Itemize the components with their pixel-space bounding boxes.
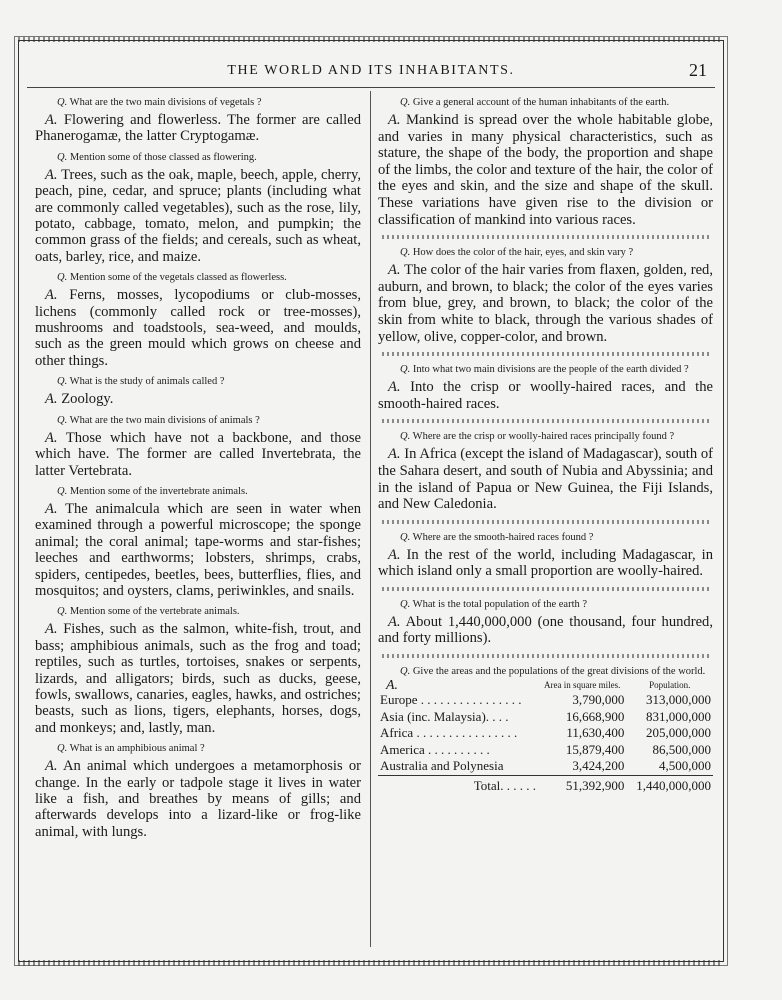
answer: A. The color of the hair varies from flaxen, golden, red, auburn, and brown, to black; the color of the eyes varies from blue, grey, and brown, to black; the color of the skin from white to black, through the various shades of yellow, olive, copper-color, and brown. <box>378 262 713 345</box>
header-rule <box>27 87 715 88</box>
population-value: 4,500,000 <box>659 758 711 774</box>
division-name: Asia (inc. Malaysia). . . . <box>380 708 509 724</box>
qa-block <box>378 247 713 345</box>
answer: A. Flowering and flowerless. The former are called Phanerogamæ, the latter Cryptogamæ. <box>35 112 361 145</box>
answer: A. Those which have not a backbone, and those which have. The former are called Invertebrata, the latter Vertebrata. <box>35 429 361 479</box>
answer: A. Fishes, such as the salmon, white-fish, trout, and bass; amphibious animals, such as the frog and toad; reptiles, such as turtles, tortoises, snakes or serpents, lizards, and alligators; birds, such as ducks, geese, fowls, swallows, canaries, eagles, hawks, and ostriches; beasts, such as lions, tigers, elephants, horses, dogs, and monkeys; and, lastly, man. <box>35 621 361 736</box>
table-row <box>378 692 713 709</box>
column-divider <box>370 91 371 947</box>
table-row <box>378 742 713 759</box>
answer: A. About 1,440,000,000 (one thousand, four hundred, and forty millions). <box>378 613 714 647</box>
question: Q. Where are the smooth-haired races found ? <box>400 531 594 543</box>
bottom-border-ornament <box>18 960 722 966</box>
answer: A. In Africa (except the island of Madagascar), south of the Sahara desert, and south of Nubia and Abyssinia; and in the island of Papua or New Guinea, the Fiji Islands, and New Caledonia. <box>378 446 713 513</box>
right-column <box>378 97 713 794</box>
area-value: 11,630,400 <box>566 725 625 741</box>
question: Q. What are the two main divisions of vegetals ? <box>57 97 262 108</box>
qa-block <box>35 606 361 736</box>
question: Q. What is the total population of the earth ? <box>400 598 588 610</box>
question: Q. What are the two main divisions of animals ? <box>57 414 260 426</box>
answer: A. Into the crisp or woolly-haired races, and the smooth-haired races. <box>378 379 713 412</box>
qa-block <box>35 486 361 599</box>
area-column-header: Area in square miles. <box>543 680 621 691</box>
question: Q. Mention some of the vegetals classed as flowerless. <box>57 272 287 284</box>
page-title: THE WORLD AND ITS INHABITANTS. <box>227 63 515 78</box>
area-value: 3,790,000 <box>572 692 625 708</box>
qa-block <box>35 743 361 840</box>
population-column-header: Population. <box>649 680 691 691</box>
division-name: Europe . . . . . . . . . . . . . . . . <box>380 692 522 708</box>
section-separator <box>382 520 709 524</box>
population-value: 831,000,000 <box>646 708 711 724</box>
division-name: Australia and Polynesia <box>380 758 504 774</box>
qa-block <box>35 376 361 407</box>
section-separator <box>382 419 709 423</box>
population-value: 86,500,000 <box>652 741 711 757</box>
population-value: 205,000,000 <box>646 725 711 741</box>
section-separator <box>382 587 709 591</box>
area-value: 3,424,200 <box>572 758 625 774</box>
answer: A. Ferns, mosses, lycopodiums or club-mosses, lichens (commonly called rock or tree-mosses), mushrooms and toadstools, sea-weed, and moulds, such as the green mould which grows on cheese and other things. <box>35 287 361 369</box>
question: Q. Mention some of the invertebrate animals. <box>57 485 248 497</box>
qa-block <box>35 272 361 369</box>
table-row <box>378 725 713 742</box>
qa-block <box>378 431 713 512</box>
running-header <box>19 60 723 83</box>
question: Q. Where are the crisp or woolly-haired races principally found ? <box>400 431 675 443</box>
qa-block <box>378 97 713 228</box>
question: Q. What is the study of animals called ? <box>57 376 225 388</box>
table-row <box>378 709 713 726</box>
question: Q. Into what two main divisions are the people of the earth divided ? <box>400 364 689 376</box>
division-name: Africa . . . . . . . . . . . . . . . . <box>380 725 518 741</box>
area-value: 15,879,400 <box>565 741 625 757</box>
question: Q. Mention some of those classed as flowering. <box>57 151 257 163</box>
answer: A. The animalcula which are seen in water when examined through a powerful microscope; the sponge animal; the coral animal; tape-worms and star-fishes; leeches and earthworms; lobsters, shrimps, crabs, spiders, centipedes, beetles, bees, butterflies, flies, and mosquitos; and oysters, clams, periwinkles, and snails. <box>35 500 361 599</box>
answer-prefix: A. <box>386 678 399 694</box>
question: Q. Give the areas and the populations of the great divisions of the world. <box>400 666 706 678</box>
population-table <box>378 678 713 794</box>
total-area: 51,392,900 <box>538 775 626 794</box>
total-label: Total. . . . . . <box>378 775 538 794</box>
population-value: 313,000,000 <box>646 692 711 708</box>
division-name: America . . . . . . . . . . <box>380 741 490 757</box>
qa-block <box>35 415 361 479</box>
qa-block <box>35 97 361 145</box>
answer: A. An animal which undergoes a metamorphosis or change. In the early or tadpole stage it lives in water like a fish, and breathes by means of gills; and afterwards develops into a lizard-like or frog-like animal, with lungs. <box>35 758 361 840</box>
page-number: 21 <box>689 60 707 80</box>
section-separator <box>382 352 709 356</box>
question: Q. What is an amphibious animal ? <box>57 743 205 755</box>
area-value: 16,668,900 <box>565 708 625 724</box>
answer: A. In the rest of the world, including Madagascar, in which island only a small proportion are woolly-haired. <box>378 546 713 580</box>
section-separator <box>382 235 709 239</box>
page-frame <box>18 40 724 962</box>
total-population: 1,440,000,000 <box>626 775 713 794</box>
qa-block <box>378 364 713 412</box>
answer: A. Trees, such as the oak, maple, beech, apple, cherry, peach, pine, cedar, and spruce; plants (including what are commonly called vegetables), such as the rose, lily, potato, cabbage, tomato, melon, and pumpkin; the common grass of the fields; and cereals, such as wheat, oats, barley, rice, and maize. <box>35 166 362 265</box>
question: Q. How does the color of the hair, eyes, and skin vary ? <box>400 247 634 259</box>
left-column <box>35 97 361 847</box>
qa-block <box>378 532 713 580</box>
question: Q. Give a general account of the human inhabitants of the earth. <box>400 97 670 108</box>
qa-block <box>35 152 361 265</box>
total-row <box>378 775 713 794</box>
section-separator <box>382 654 709 658</box>
table-row <box>378 758 713 775</box>
answer: A. Mankind is spread over the whole habitable globe, and varies in many physical characteristics, such as stature, the shape of the body, the proportion and shape of the limbs, the color and texture of the hair, the color of the eyes and skin, and the size and shape of the skull. These variations have given rise to the division or classification of mankind into various races. <box>378 112 713 228</box>
qa-block <box>378 599 713 647</box>
question: Q. Mention some of the vertebrate animals. <box>57 606 240 618</box>
answer: A. Zoology. <box>45 391 114 408</box>
qa-block-table <box>378 666 713 794</box>
